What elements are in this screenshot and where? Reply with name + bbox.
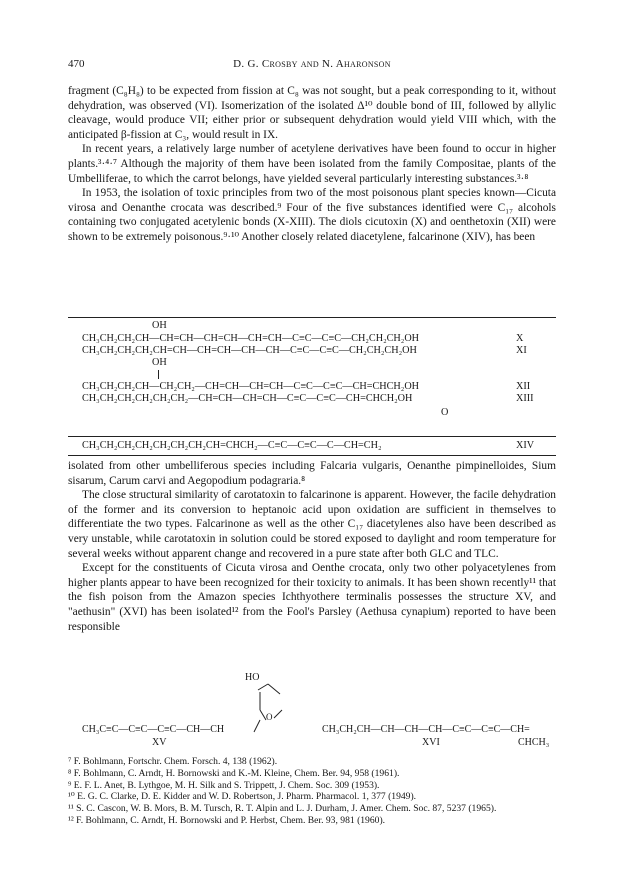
structure-row-xii xyxy=(82,381,552,393)
compound-label-xiii: XIII xyxy=(516,393,534,404)
formula-x: CH₃CH₂CH₂CH—CH=CH—CH=CH—CH=CH—C≡C—C≡C—CH₂CH₂CH₂OH xyxy=(82,333,420,344)
paragraph-6: Except for the constituents of Cicuta virosa and Oenthe crocata, only two other polyacetylenes from higher plants appear to have been recognized for their toxicity to animals. It has been shown recently¹¹ that the fish poison from the Amazon species Ichthyothere terminalis possesses the structure XV, and "aethusin" (XVI) has been isolated¹² from the Fool's Parsley (Aethusa cynapium) reported to have been responsible xyxy=(68,562,556,633)
structures-top-rule xyxy=(68,317,556,318)
paragraph-3: In 1953, the isolation of toxic principles from two of the most poisonous plant species known—Cicuta virosa and Oenanthe crocata was described.⁹ Four of the five substances identified were C₁₇ alcohols containing two conjugated acetylenic bonds (X-XIII). The diols cicutoxin (X) and oenthetoxin (XII) were shown to be extremely poisonous.⁹·¹⁰ Another closely related diacetylene, falcarinone (XIV), has been xyxy=(68,187,556,243)
footnote-9: ⁹ E. F. L. Anet, B. Lythgoe, M. H. Silk and S. Trippett, J. Chem. Soc. 309 (1953). xyxy=(68,779,380,791)
structure-row-xiii xyxy=(82,393,552,405)
formula-xii: CH₃CH₂CH₂CH—CH₂CH₂—CH=CH—CH=CH—C≡C—C≡C—CH=CHCH₂OH xyxy=(82,381,420,392)
xv-formula: CH₃C≡C—C≡C—C≡C—CH—CH xyxy=(82,724,225,735)
running-title: D. G. Crosby and N. Aharonson xyxy=(233,58,391,70)
paragraph-1: fragment (C₈H₈) to be expected from fission at C₈ was not sought, but a peak corresponding to it, without dehydration, was observed (VI). Isomerization of the isolated Δ¹⁰ double bond of III, followed by allylic cleavage, would produce VII; either prior or subsequent dehydration would yield VIII which, with the anticipated β-fission at C₃, would result in IX. xyxy=(68,85,556,141)
carbonyl-oxygen-label: O xyxy=(441,407,449,418)
body-text-top xyxy=(68,84,556,245)
footnote-7: ⁷ F. Bohlmann, Fortschr. Chem. Forsch. 4, 138 (1962). xyxy=(68,756,278,767)
xv-label: XV xyxy=(152,737,167,748)
epoxide-ring-drawing xyxy=(240,680,310,736)
footnote-12: ¹² F. Bohlmann, C. Arndt, H. Bornowski and P. Herbst, Chem. Ber. 93, 981 (1960). xyxy=(68,814,386,826)
xvi-formula: CH₃CH₂CH—CH—CH—CH—C≡C—C≡C—CH= xyxy=(322,724,530,735)
bond-line xyxy=(158,370,159,379)
compound-label-xi: XI xyxy=(516,345,527,356)
formula-xiii: CH₃CH₂CH₂CH₂CH₂CH₂—CH=CH—CH=CH—C≡C—C≡C—CH=CHCH₂OH xyxy=(82,393,413,404)
page-number: 470 xyxy=(68,58,85,70)
xvi-tail-group: CHCH₃ xyxy=(518,737,550,748)
footnote-11: ¹¹ S. C. Cascon, W. B. Mors, B. M. Tursch, R. T. Alpin and L. J. Durham, J. Amer. Chem. Soc. 87, 5237 (1965). xyxy=(68,803,497,815)
structure-table xyxy=(82,320,552,423)
compound-label-xiv: XIV xyxy=(516,440,535,451)
compound-label-xii: XII xyxy=(516,381,531,392)
footnotes xyxy=(68,756,556,827)
structures-bottom-rule xyxy=(68,455,556,456)
xvi-label: XVI xyxy=(422,737,440,748)
footnote-8: ⁸ F. Bohlmann, C. Arndt, H. Bornowski and K.-M. Kleine, Chem. Ber. 94, 958 (1961). xyxy=(68,767,400,779)
structures-mid-rule xyxy=(68,436,556,437)
paragraph-2: In recent years, a relatively large number of acetylene derivatives have been found to occur in higher plants.³·⁴·⁷ Although the majority of them have been isolated from the family Compositae, plants of the Umbelliferae, to which the carrot belongs, have yielded several particularly interesting substances.³·⁸ xyxy=(68,143,556,185)
paragraph-5: The close structural similarity of carotatoxin to falcarinone is apparent. However, the facile dehydration of the former and its conversion to heptanoic acid upon oxidation are sufficient in themselves to differentiate the two types. Falcarinone as well as the other C₁₇ diacetylenes also have been described as very unstable, while carotatoxin in solution could be stored exposed to daylight and room temperature for several weeks without apparent change and recovered in a pure state after both GLC and TLC. xyxy=(68,489,556,560)
footnote-10: ¹⁰ E. G. C. Clarke, D. E. Kidder and W. D. Robertson, J. Pharm. Pharmacol. 1, 377 (1949). xyxy=(68,791,417,803)
paragraph-4: isolated from other umbelliferous species including Falcaria vulgaris, Oenanthe pimpinelloides, Sium sisarum, Carum carvi and Aegopodium podagraria.⁸ xyxy=(68,460,556,487)
formula-xiv: CH₃CH₂CH₂CH₂CH₂CH₂CH₂CH=CHCH₂—C≡C—C≡C—C—CH=CH₂ xyxy=(82,440,382,451)
hydroxyl-label-top: OH xyxy=(152,320,167,331)
structure-row-x xyxy=(82,333,552,345)
hydroxyl-label-mid: OH xyxy=(152,357,167,368)
structure-row-xi xyxy=(82,345,552,357)
structure-row-xiv xyxy=(82,440,552,452)
compound-label-x: X xyxy=(516,333,524,344)
body-text-bottom xyxy=(68,459,556,634)
formula-xi: CH₃CH₂CH₂CH₂CH=CH—CH=CH—CH—CH—C≡C—C≡C—CH₂CH₂CH₂OH xyxy=(82,345,417,356)
xv-hydroxyl-label: HO xyxy=(245,672,260,683)
xv-ring-oxygen-label: O xyxy=(266,712,273,722)
